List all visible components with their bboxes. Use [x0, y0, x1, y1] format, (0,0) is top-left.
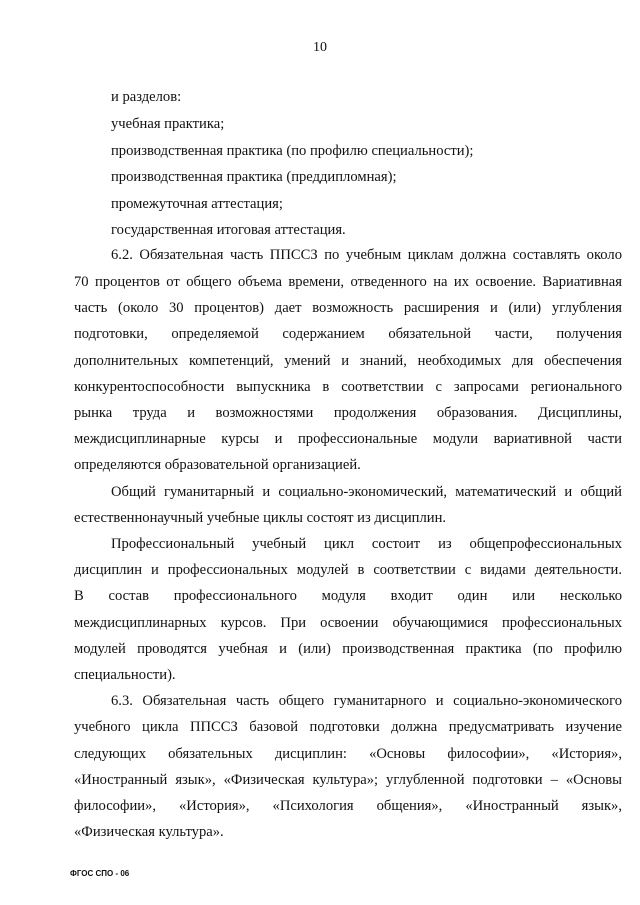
paragraph-line: рынка труда и возможностями продолжения образования. Дисциплины, [74, 405, 622, 421]
paragraph-line: дисциплин и профессиональных модулей в соответствии с видами деятельности. [74, 562, 622, 578]
paragraph-line: специальности). [74, 667, 176, 683]
paragraph-line: подготовки, определяемой содержанием обязательной части, получения [74, 326, 622, 342]
list-line: промежуточная аттестация; [111, 196, 283, 212]
paragraph-line: следующих обязательных дисциплин: «Основы философии», «История», [74, 746, 622, 762]
list-line: и разделов: [111, 89, 182, 105]
list-line: производственная практика (преддипломная); [111, 169, 397, 185]
paragraph-line: междисциплинарные курсы и профессиональные модули вариативной части [74, 431, 622, 447]
paragraph-line: философии», «История», «Психология общения», «Иностранный язык», [74, 798, 622, 814]
paragraph-line: Профессиональный учебный цикл состоит из общепрофессиональных [111, 536, 622, 552]
footer-label: ФГОС СПО - 06 [70, 869, 130, 878]
paragraph-line: 6.2. Обязательная часть ППССЗ по учебным циклам должна составлять около [111, 247, 622, 263]
paragraph-line: 70 процентов от общего объема времени, отведенного на их освоение. Вариативная [74, 274, 622, 290]
paragraph-line: В состав профессионального модуля входит один или несколько [74, 588, 622, 604]
paragraph-line: учебного цикла ППССЗ базовой подготовки должна предусматривать изучение [74, 719, 622, 735]
paragraph-line: Общий гуманитарный и социально-экономический, математический и общий [111, 484, 622, 500]
paragraph-line: дополнительных компетенций, умений и знаний, необходимых для обеспечения [74, 353, 622, 369]
paragraph-line: 6.3. Обязательная часть общего гуманитарного и социально-экономического [111, 693, 622, 709]
paragraph-line: конкурентоспособности выпускника в соответствии с запросами регионального [74, 379, 622, 395]
paragraph-line: междисциплинарных курсов. При освоении обучающимися профессиональных [74, 615, 622, 631]
page-number: 10 [313, 40, 327, 55]
list-line: государственная итоговая аттестация. [111, 222, 346, 238]
list-line: производственная практика (по профилю специальности); [111, 143, 474, 159]
paragraph-line: определяются образовательной организацией. [74, 457, 361, 473]
paragraph-line: «Физическая культура». [74, 824, 224, 840]
paragraph-line: модулей проводятся учебная и (или) производственная практика (по профилю [74, 641, 622, 657]
paragraph-line: «Иностранный язык», «Физическая культура»; углубленной подготовки – «Основы [74, 772, 622, 788]
list-line: учебная практика; [111, 116, 225, 132]
paragraph-line: часть (около 30 процентов) дает возможность расширения и (или) углубления [74, 300, 622, 316]
paragraph-line: естественнонаучный учебные циклы состоят из дисциплин. [74, 510, 447, 526]
